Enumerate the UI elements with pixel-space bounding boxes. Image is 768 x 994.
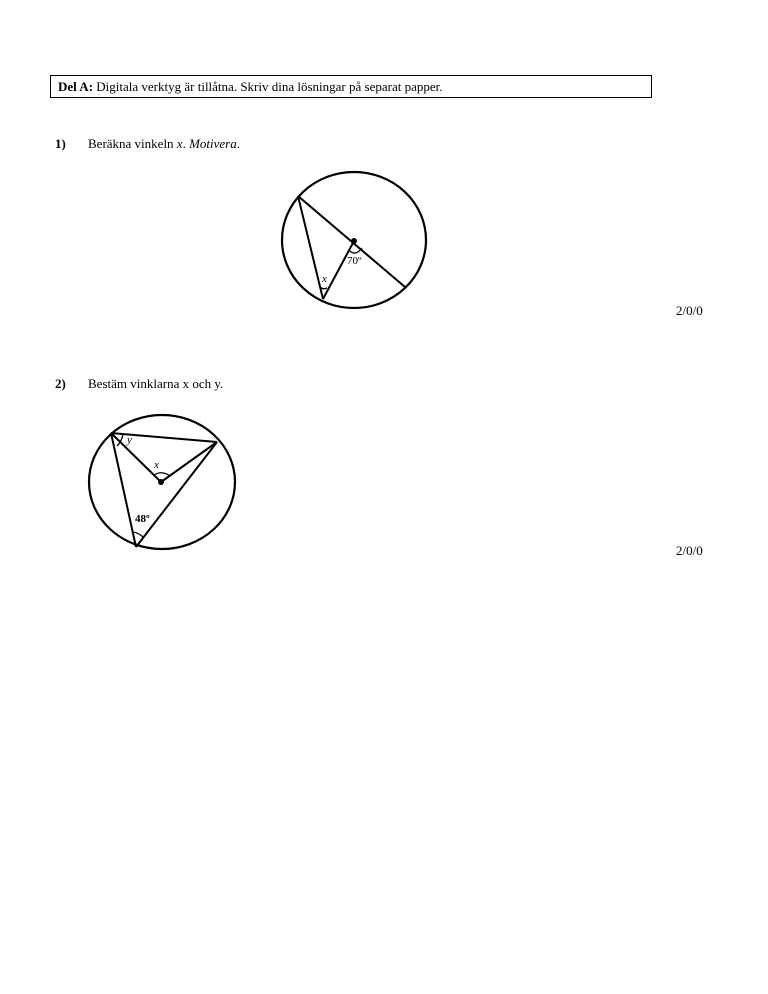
triangle-side-left xyxy=(111,433,136,547)
part-a-instructions xyxy=(50,75,652,98)
part-instructions-text: Digitala verktyg är tillåtna. Skriv dina lösningar på separat papper. xyxy=(96,79,443,94)
part-label: Del A: xyxy=(58,79,94,94)
angle-arc-x xyxy=(154,473,170,476)
question-2-text: Bestäm vinklarna x och y. xyxy=(88,376,224,391)
question-1-circle-figure xyxy=(275,165,435,315)
angle-label-70: 70º xyxy=(347,255,362,267)
question-2-points: 2/0/0 xyxy=(676,543,703,558)
center-point xyxy=(158,479,164,485)
radius-left xyxy=(111,433,161,482)
question-2-number: 2) xyxy=(55,376,66,391)
angle-arc-x xyxy=(320,287,327,289)
center-point xyxy=(351,238,357,244)
triangle-side-right xyxy=(136,442,217,547)
question-2-circle-figure xyxy=(84,422,242,554)
question-1-text: Beräkna vinkeln x. Motivera. xyxy=(88,136,240,151)
angle-label-x: x xyxy=(154,459,159,471)
question-1-number: 1) xyxy=(55,136,66,151)
angle-label-x: x xyxy=(322,273,327,285)
angle-label-y: y xyxy=(127,434,132,446)
angle-label-48: 48º xyxy=(135,513,150,525)
chord xyxy=(298,196,323,299)
question-1-points: 2/0/0 xyxy=(676,303,703,318)
